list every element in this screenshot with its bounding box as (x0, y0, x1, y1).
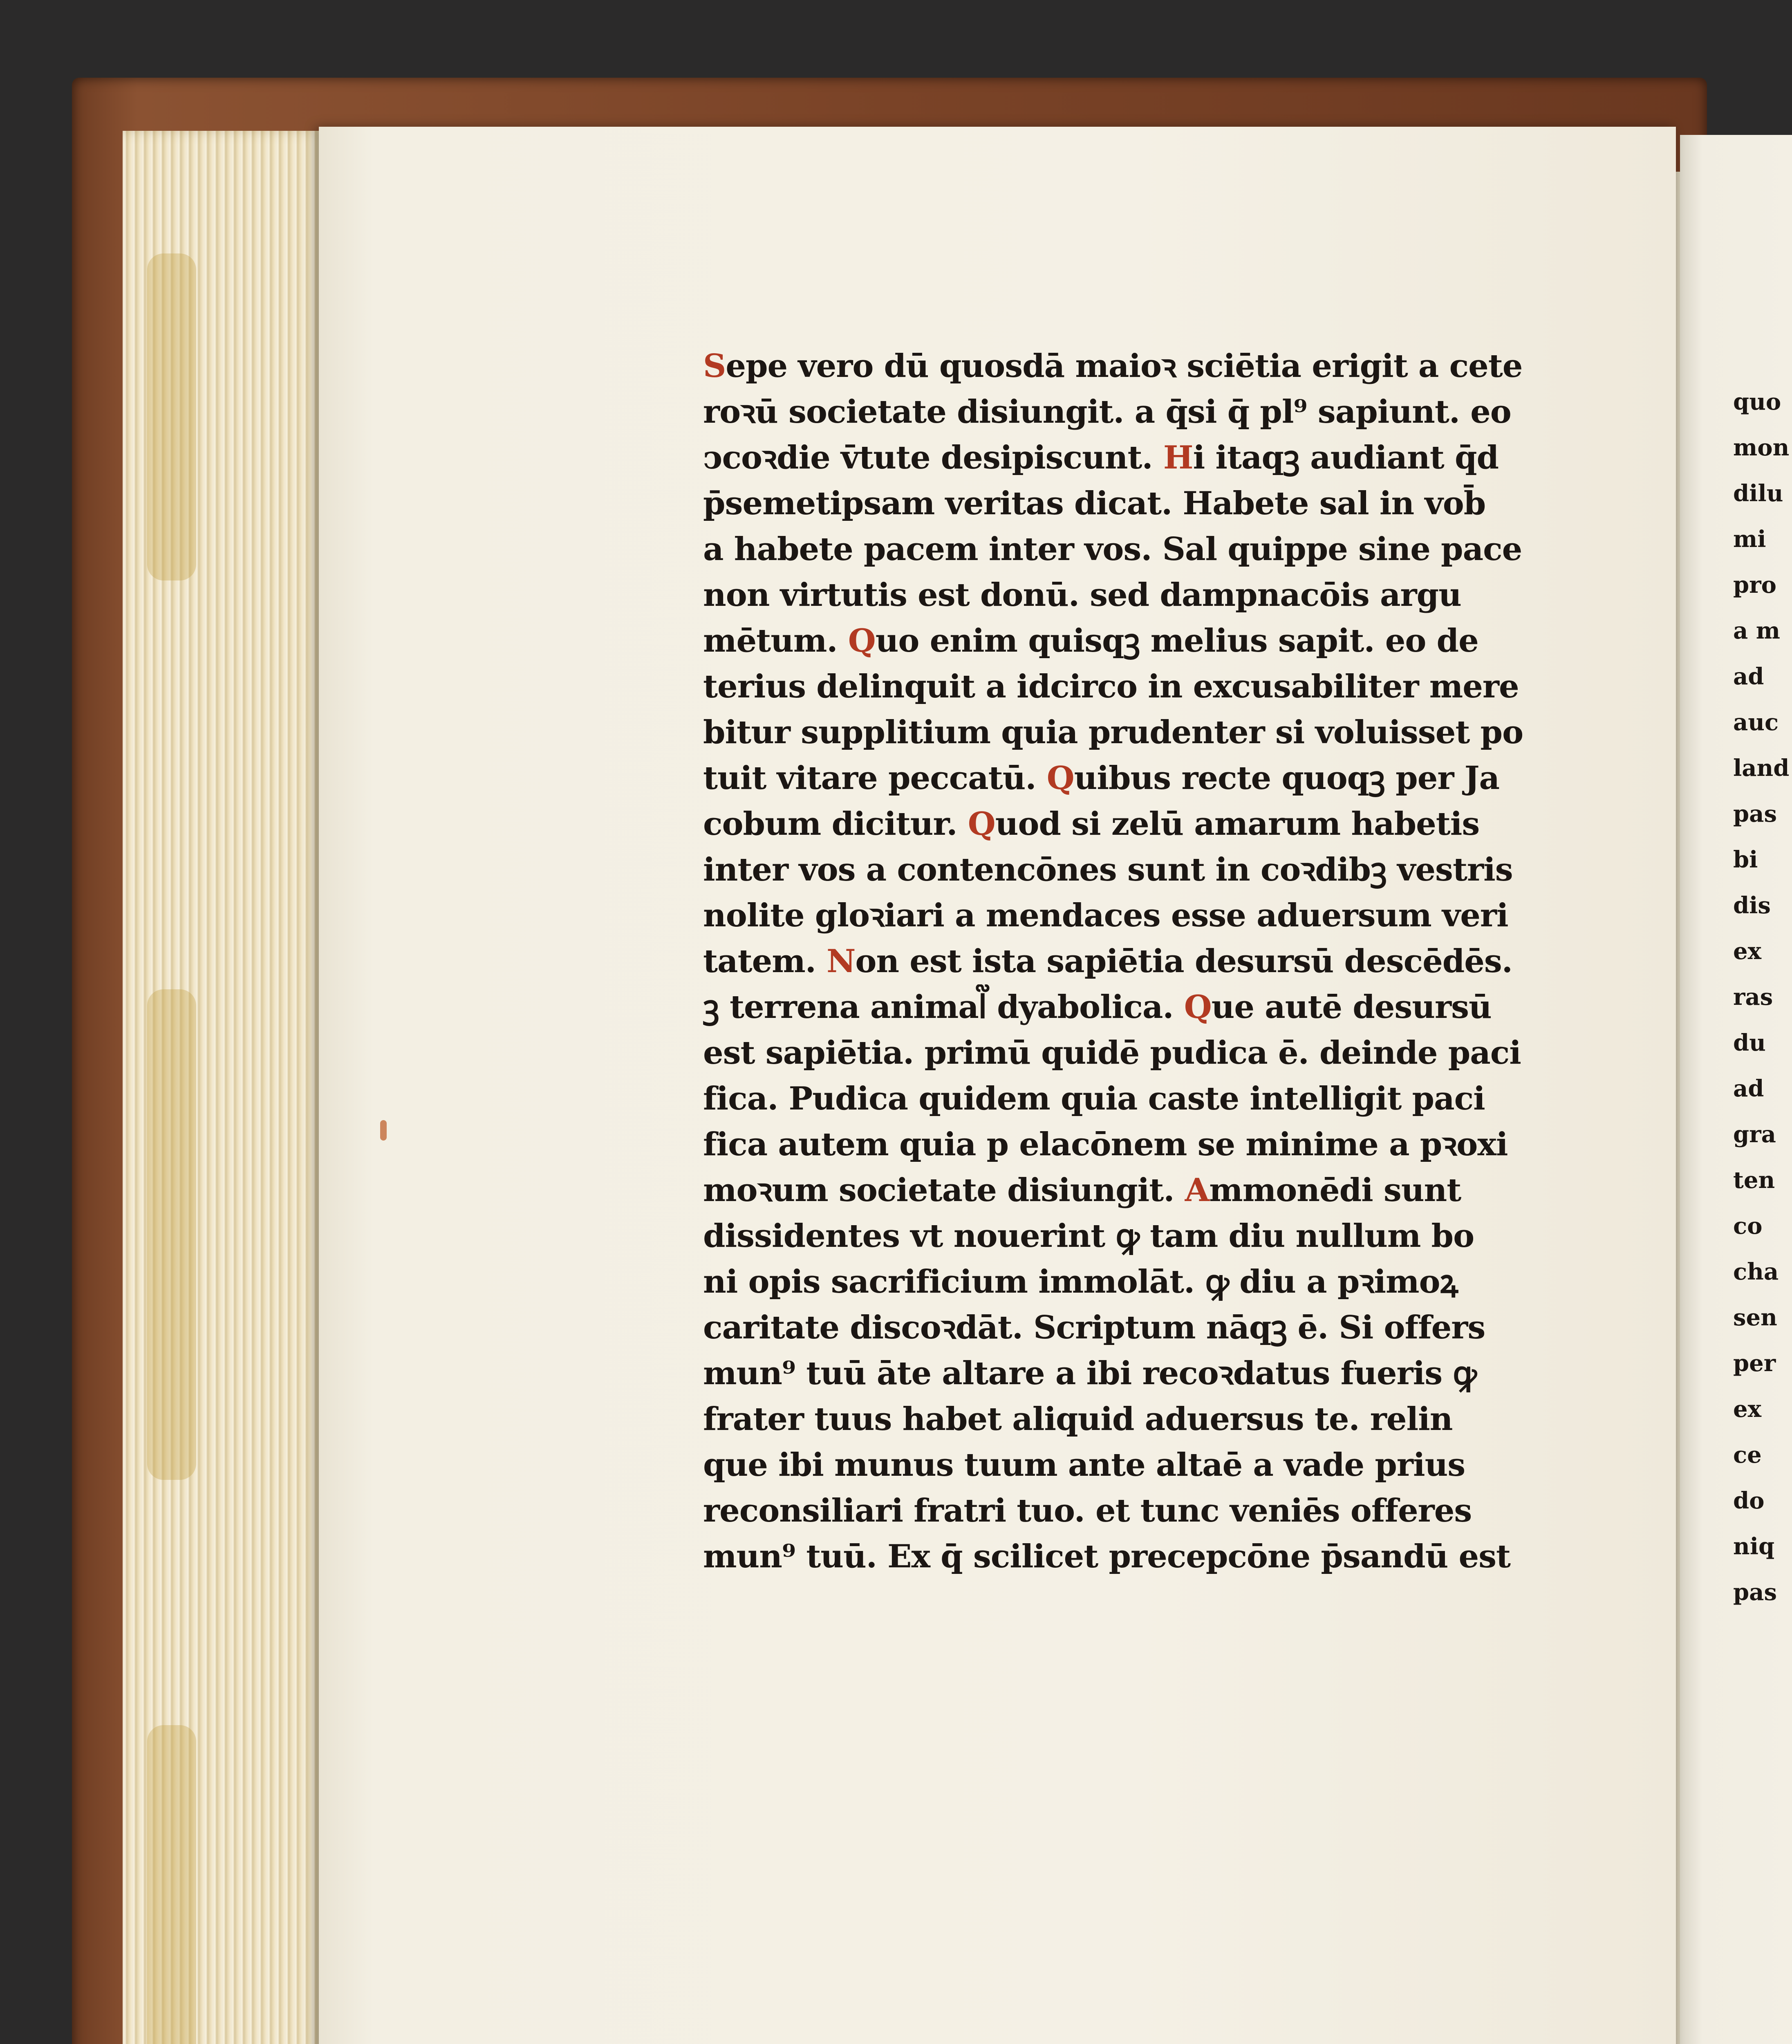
facing-line-fragment: bi (1733, 846, 1758, 873)
line-text: cobum dicitur. (703, 805, 968, 843)
text-line (703, 755, 1533, 801)
rubricated-initial: N (827, 943, 856, 980)
line-text: uibus recte quoqꝫ per Ja (1074, 760, 1500, 797)
text-line (703, 984, 1533, 1030)
text-line (703, 1213, 1533, 1259)
text-line (703, 1305, 1533, 1351)
line-text: ni opis sacrificium immolāt. ꝙ diu a pꝛimoꝝ (703, 1263, 1458, 1300)
facing-line-fragment: pro (1733, 572, 1777, 598)
rubricated-initial: Q (968, 805, 995, 843)
text-line (703, 893, 1533, 939)
line-text: que ibi munus tuum ante altaē a vade prius (703, 1446, 1465, 1484)
line-text: mun⁹ tuū āte altare a ibi recoꝛdatus fueris ꝙ (703, 1355, 1476, 1392)
facing-line-fragment: ras (1733, 984, 1773, 1011)
line-text: i itaqꝫ audiant q̄d (1193, 439, 1499, 476)
edge-stain (147, 253, 196, 580)
text-line (703, 664, 1533, 710)
facing-page (1680, 135, 1792, 2044)
line-text: tuit vitare peccatū. (703, 760, 1047, 797)
facing-line-fragment: do (1733, 1487, 1765, 1514)
text-line (703, 1351, 1533, 1396)
line-text: inter vos a contencōnes sunt in coꝛdibꝫ vestris (703, 851, 1513, 888)
facing-line-fragment: auc (1733, 709, 1779, 736)
facing-line-fragment: ten (1733, 1167, 1775, 1194)
text-line (703, 1030, 1533, 1076)
line-text: caritate discoꝛdāt. Scriptum nāqꝫ ē. Si offers (703, 1309, 1485, 1346)
text-line (703, 343, 1533, 389)
text-line (703, 435, 1533, 481)
rubricated-initial: Q (1046, 760, 1074, 797)
text-line (703, 801, 1533, 847)
text-line (703, 1488, 1533, 1534)
line-text: fica. Pudica quidem quia caste intelligit paci (703, 1080, 1485, 1117)
text-line (703, 572, 1533, 618)
line-text: tatem. (703, 943, 827, 980)
page-fore-edge (123, 131, 327, 2044)
text-line (703, 1396, 1533, 1442)
facing-line-fragment: gra (1733, 1121, 1776, 1148)
facing-line-fragment: pas (1733, 1579, 1777, 1606)
line-text: ꝫ terrena animal᷑ dyabolica. (703, 988, 1184, 1026)
rubricated-initial: H (1163, 439, 1193, 476)
line-text: fica autem quia p elacōnem se minime a pꝛoxi (703, 1126, 1508, 1163)
text-line (703, 1168, 1533, 1213)
facing-line-fragment: niq (1733, 1533, 1775, 1560)
text-line (703, 939, 1533, 984)
line-text: nolite gloꝛiari a mendaces esse aduersum veri (703, 897, 1508, 934)
facing-line-fragment: ad (1733, 1075, 1764, 1102)
text-column (703, 343, 1533, 1580)
facing-line-fragment: land (1733, 755, 1790, 782)
facing-line-fragment: a m (1733, 617, 1781, 644)
text-line (703, 527, 1533, 572)
line-text: bitur supplitium quia prudenter si voluisset po (703, 714, 1523, 751)
facing-line-fragment: ex (1733, 938, 1762, 965)
facing-line-fragment: quo (1733, 388, 1781, 415)
line-text: a habete pacem inter vos. Sal quippe sine pace (703, 531, 1522, 568)
text-line (703, 1076, 1533, 1122)
facing-line-fragment: per (1733, 1350, 1776, 1377)
line-text: mun⁹ tuū. Ex q̄ scilicet precepcōne p̄sandū est (703, 1538, 1511, 1575)
facing-line-fragment: co (1733, 1213, 1763, 1239)
facing-line-fragment: ad (1733, 663, 1764, 690)
line-text: p̄semetipsam veritas dicat. Habete sal in vob̄ (703, 485, 1486, 522)
edge-stain (147, 1725, 196, 2044)
line-text: mētum. (703, 622, 848, 659)
rubricated-initial: S (703, 347, 726, 385)
text-line (703, 1534, 1533, 1580)
line-text: non virtutis est donū. sed dampnacōis argu (703, 576, 1461, 614)
text-line (703, 618, 1533, 664)
facing-line-fragment: ex (1733, 1396, 1762, 1423)
rubricated-initial: Q (848, 622, 876, 659)
ink-spot (380, 1120, 387, 1141)
text-line (703, 1259, 1533, 1305)
line-text: est sapiētia. primū quidē pudica ē. deinde paci (703, 1034, 1521, 1071)
line-text: uod si zelū amarum habetis (995, 805, 1480, 843)
facing-line-fragment: dilu (1733, 480, 1783, 507)
line-text: terius delinquit a idcirco in excusabiliter mere (703, 668, 1519, 705)
facing-line-fragment: du (1733, 1029, 1766, 1056)
line-text: uo enim quisqꝫ melius sapit. eo de (875, 622, 1478, 659)
rubricated-initial: Q (1184, 988, 1212, 1026)
line-text: roꝛū societate disiungit. a q̄si q̄ pl⁹ sapiunt. eo (703, 393, 1511, 430)
line-text: mmonēdi sunt (1209, 1172, 1461, 1209)
facing-line-fragment: pas (1733, 800, 1777, 827)
text-line (703, 847, 1533, 893)
facing-line-fragment: cha (1733, 1258, 1779, 1285)
line-text: epe vero dū quosdā maioꝛ sciētia erigit a cete (726, 347, 1523, 385)
facing-line-fragment: mi (1733, 526, 1766, 553)
line-text: frater tuus habet aliquid aduersus te. relin (703, 1401, 1453, 1438)
rubricated-initial: A (1185, 1172, 1210, 1209)
text-line (703, 710, 1533, 755)
line-text: reconsiliari fratri tuo. et tunc veniēs offeres (703, 1492, 1472, 1529)
text-line (703, 1122, 1533, 1168)
text-line (703, 481, 1533, 527)
line-text: moꝛum societate disiungit. (703, 1172, 1185, 1209)
text-line (703, 389, 1533, 435)
line-text: ue autē desursū (1211, 988, 1492, 1026)
line-text: on est ista sapiētia desursū descēdēs. (855, 943, 1512, 980)
facing-line-fragment: ce (1733, 1441, 1762, 1468)
text-line (703, 1442, 1533, 1488)
edge-stain (147, 989, 196, 1480)
facing-line-fragment: sen (1733, 1304, 1777, 1331)
facing-line-fragment: mon (1733, 434, 1790, 461)
line-text: dissidentes vt nouerint ꝙ tam diu nullum bo (703, 1217, 1474, 1255)
facing-line-fragment: dis (1733, 892, 1771, 919)
line-text: ↄcoꝛdie v̄tute desipiscunt. (703, 439, 1163, 476)
